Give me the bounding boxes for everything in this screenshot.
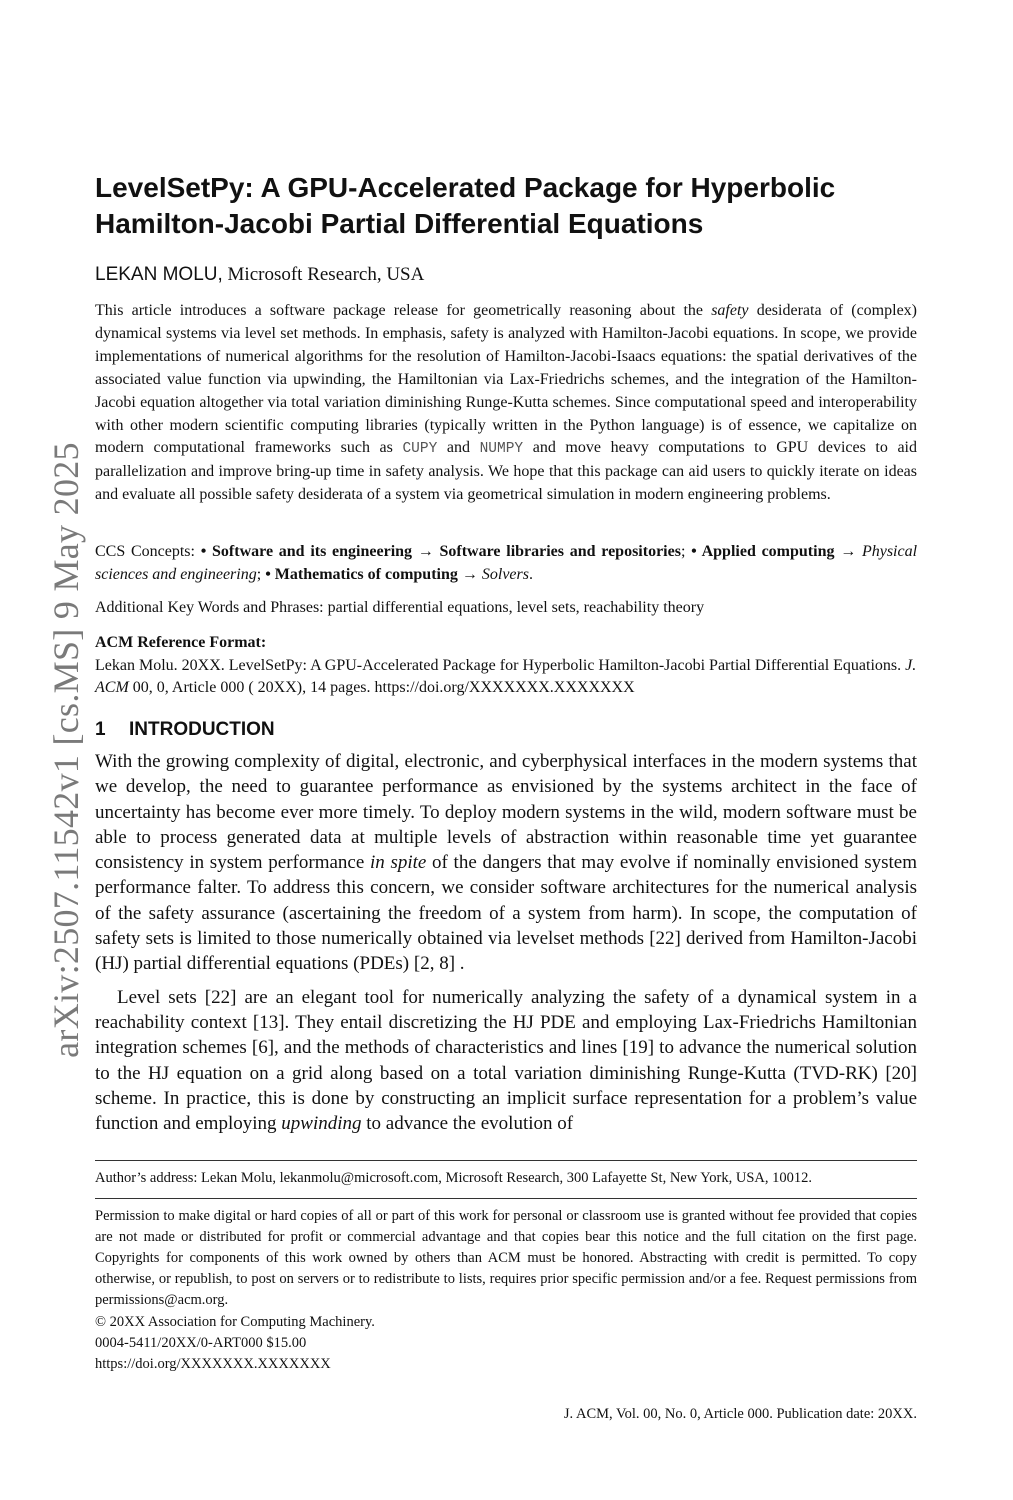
divider xyxy=(95,1198,917,1199)
copyright-line: © 20XX Association for Computing Machinery. xyxy=(95,1314,375,1330)
doi-line: https://doi.org/XXXXXXX.XXXXXXX xyxy=(95,1356,331,1372)
section-title: INTRODUCTION xyxy=(129,719,275,740)
emphasis-safety: safety xyxy=(711,302,749,319)
acm-reference-heading: ACM Reference Format: xyxy=(95,634,267,651)
paragraph: Level sets [22] are an elegant tool for numerically analyzing the safety of a dynamical system in a reachability context [13]. They entail discretizing the HJ PDE and employing Lax-Friedrichs Hamiltonian integration schemes [6], and the methods of characteristics and lines [19] to advance the numerical solution to the HJ equation on a grid along based on a total variation diminishing Runge-Kutta (TVD-RK) [20] scheme. In practice, this is done by constructing an implicit surface representation for a problem’s value function and employing upwinding to advance the evolution of xyxy=(95,986,917,1135)
author-address: Author’s address: Lekan Molu, lekanmolu@microsoft.com, Microsoft Research, 300 Lafayette St, New York, USA, 10012. xyxy=(95,1170,813,1186)
introduction-body xyxy=(95,749,917,1136)
copyright-block xyxy=(95,1312,917,1375)
code-numpy: NUMPY xyxy=(479,441,524,458)
section-heading-introduction xyxy=(95,719,275,741)
acm-reference-format xyxy=(95,632,917,700)
code-cupy: CUPY xyxy=(402,441,438,458)
acm-reference-text: Lekan Molu. 20XX. LevelSetPy: A GPU-Accelerated Package for Hyperbolic Hamilton-Jacobi Partial Differential Equations. J. ACM 00, 0, Article 000 ( 20XX), 14 pages. https://doi.org/XXXXXXX.XXXXXXX xyxy=(95,656,917,696)
paper-title: LevelSetPy: A GPU-Accelerated Package for Hyperbolic Hamilton-Jacobi Partial Differential Equations xyxy=(95,172,836,239)
author-line xyxy=(95,264,925,286)
issn-line: 0004-5411/20XX/0-ART000 $15.00 xyxy=(95,1335,307,1351)
author-name: LEKAN MOLU, xyxy=(95,264,223,285)
section-number: 1 xyxy=(95,719,106,740)
author-affiliation: Microsoft Research, USA xyxy=(222,264,425,285)
page-footer: J. ACM, Vol. 00, No. 0, Article 000. Publication date: 20XX. xyxy=(563,1406,917,1422)
abstract: This article introduces a software package release for geometrically reasoning about the safety desiderata of (complex) dynamical systems via level set methods. In emphasis, safety is analyzed with Hamilton-Jacobi equations. In scope, we provide implementations of numerical algorithms for the resolution of Hamilton-Jacobi-Isaacs equations: the spatial derivatives of the associated value function via upwinding, the Hamiltonian via Lax-Friedrichs schemes, and the integration of the Hamilton-Jacobi equation altogether via total variation diminishing Runge-Kutta schemes. Since computational speed and interoperability with other modern scientific computing libraries (typically written in the Python language) is of essence, we capitalize on modern computational frameworks such as CUPY and NUMPY and move heavy computations to GPU devices to aid parallelization and improve bring-up time in safety analysis. We hope that this package can aid users to quickly iterate on ideas and evaluate all possible safety desiderata of a system via geometrical simulation in modern engineering problems. xyxy=(95,302,918,504)
paragraph: With the growing complexity of digital, electronic, and cyberphysical interfaces in the modern systems that we develop, the need to guarantee performance as envisioned by the systems architect in the face of uncertainty has become ever more timely. To deploy modern systems in the wild, modern software must be able to process generated data at multiple levels of abstraction within reasonable time yet guarantee consistency in system performance in spite of the dangers that may evolve if nominally envisioned system performance falter. To address this concern, we consider software architectures for the numerical analysis of the safety assurance (ascertaining the freedom of a system from harm). In scope, the computation of safety sets is limited to those numerically obtained via levelset methods [22] derived from Hamilton-Jacobi (HJ) partial differential equations (PDEs) [2, 8] . xyxy=(95,751,917,975)
permission-notice: Permission to make digital or hard copies of all or part of this work for personal or classroom use is granted without fee provided that copies are not made or distributed for profit or commercial advantage and that copies bear this notice and the full citation on the first page. Copyrights for components of this work owned by others than ACM must be honored. Abstracting with credit is permitted. To copy otherwise, or republish, to post on servers or to redistribute to lists, requires prior specific permission and/or a fee. Request permissions from permissions@acm.org. xyxy=(95,1208,917,1308)
ccs-concepts: CCS Concepts: • Software and its engineering → Software libraries and repositories; • Applied computing → Physical sciences and engineering; • Mathematics of computing → Solvers. xyxy=(95,543,918,583)
arxiv-stamp: arXiv:2507.11542v1 [cs.MS] 9 May 2025 xyxy=(46,442,86,1058)
divider xyxy=(95,1160,917,1161)
keywords: Additional Key Words and Phrases: partial differential equations, level sets, reachability theory xyxy=(95,599,705,616)
